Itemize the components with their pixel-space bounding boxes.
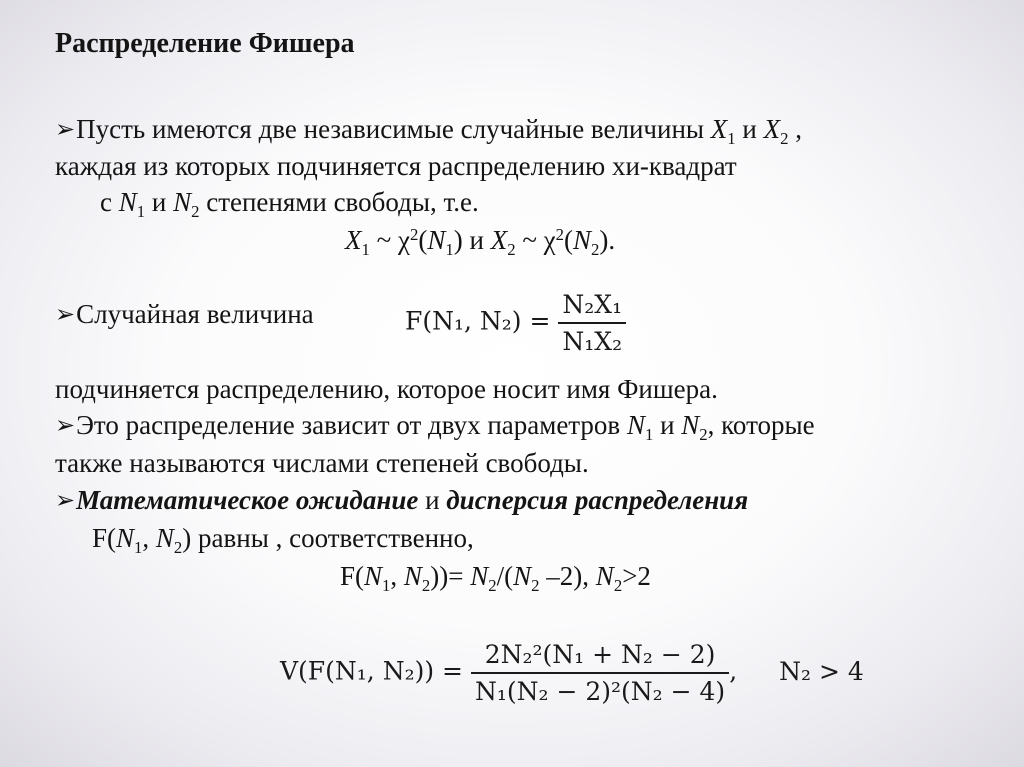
para4-line1: ➢Математическое ожидание и дисперсия распределения (55, 485, 749, 515)
para2-line1: ➢Случайная величина (55, 299, 314, 329)
chi-square-equation: $X_1$ ~ $\chi^2(N_1)$ и $X_2$ ~ $\chi^2(N_2)$. (345, 224, 616, 259)
fisher-formula: F(N₁, N₂) = $\frac{\text{N₂X₁}}{\text{N₁X₂}}$ (405, 290, 626, 356)
variance-fraction: $\frac{\text{2N₂²(N₁ + N₂ − 2)}}{\text{N₁(N₂ − 2)²(N₂ − 4)}}$ (471, 640, 729, 706)
bullet-arrow-icon: ➢ (55, 117, 76, 143)
para3-line1: ➢Это распределение зависит от двух параметров $N_1$ и $N_2$, которые (55, 410, 815, 444)
bullet-arrow-icon: ➢ (55, 302, 76, 328)
para4-line2: $F(N_1$, $N_2$) равны , соответственно, (92, 523, 474, 557)
slide-title: Распределение Фишера (55, 28, 355, 59)
para1-line3: с $N_1$ и $N_2$ степенями свободы, т.е. (100, 187, 479, 221)
variance-condition: N₂ > 4 (779, 656, 864, 686)
para1-line1: ➢Пусть имеются две независимые случайные величины $X_1$ и $X_2$ , (55, 114, 802, 148)
para1-line2: каждая из которых подчиняется распределению хи-квадрат (55, 151, 737, 181)
para3-line2: также называются числами степеней свободы. (55, 448, 589, 478)
bullet-arrow-icon: ➢ (55, 488, 76, 514)
fisher-fraction: $\frac{\text{N₂X₁}}{\text{N₁X₂}}$ (558, 290, 626, 356)
bullet-arrow-icon: ➢ (55, 413, 76, 439)
variance-formula: V(F(N₁, N₂)) = $\frac{\text{2N₂²(N₁ + N₂ − 2)}}{\text{N₁(N₂ − 2)²(N₂ − 4)}}$ , N₂ > 4 (280, 640, 864, 706)
para2-line2: подчиняется распределению, которое носит имя Фишера. (55, 374, 718, 404)
mean-equation: $F(N_1$, $N_2))= N_2/(N_2$ –2), $N_2>2$ (340, 561, 651, 595)
